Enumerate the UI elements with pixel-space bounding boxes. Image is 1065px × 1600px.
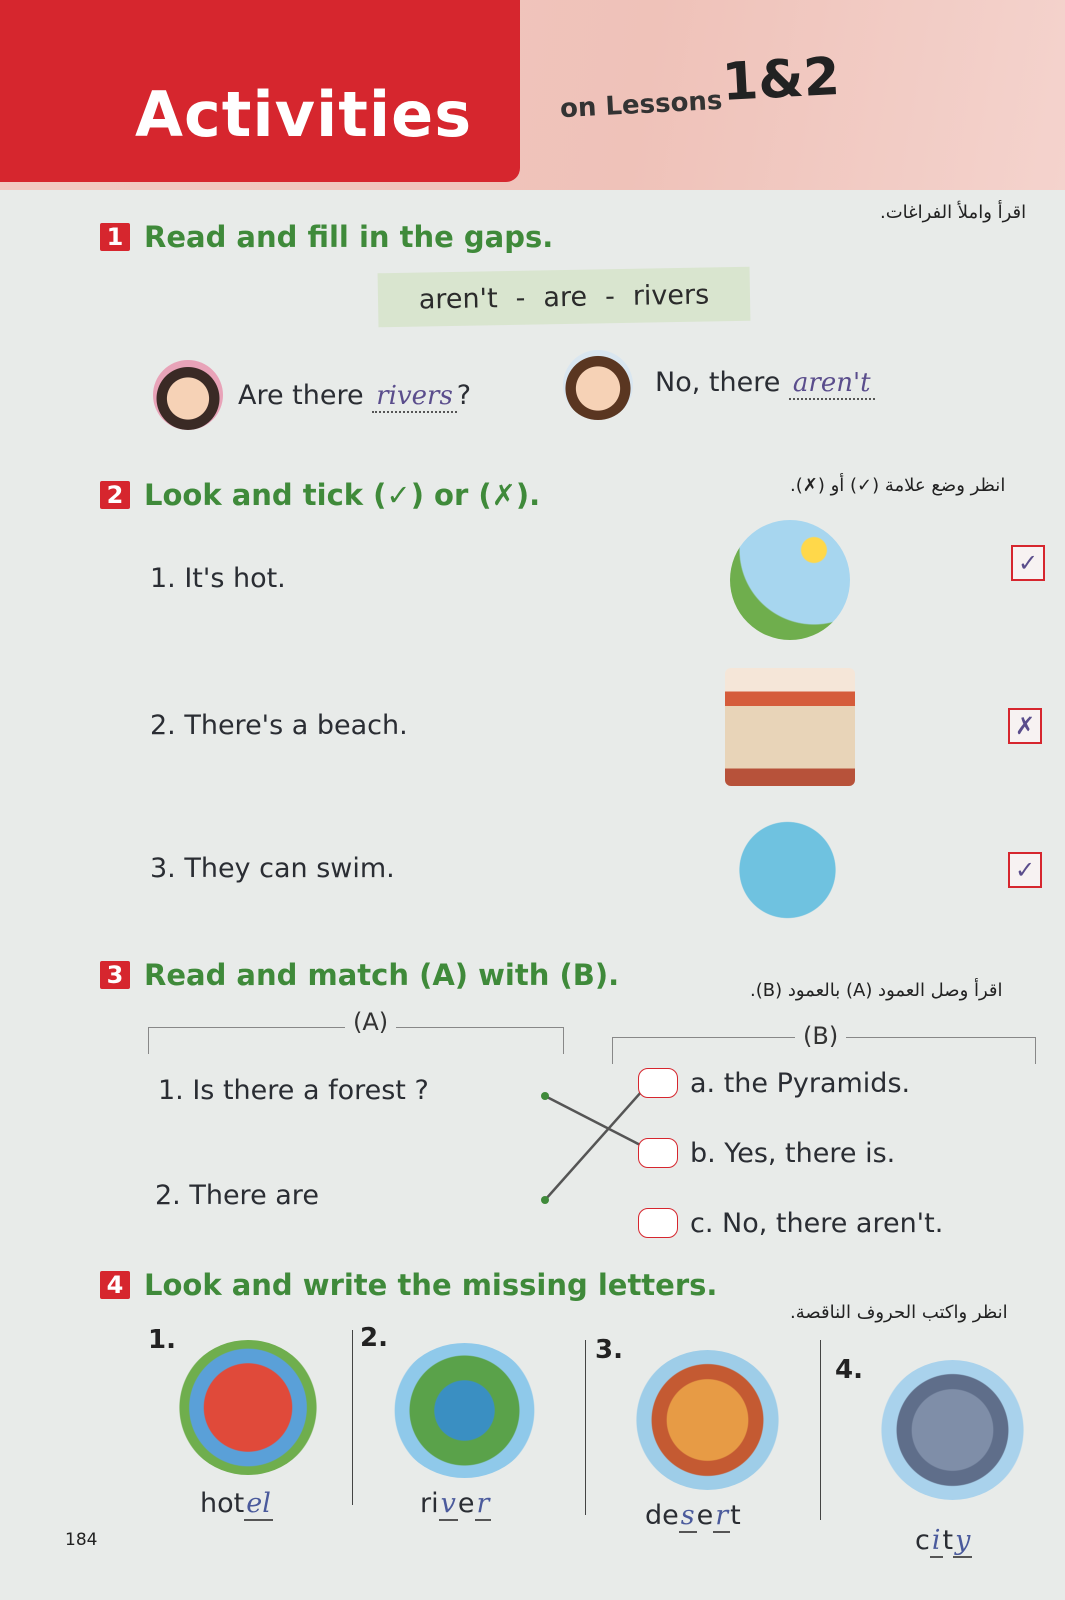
column-b-header: (B) [795,1022,846,1050]
answer-text: No, there [655,367,781,398]
river-image [392,1343,537,1478]
question-text: Are there [238,380,364,411]
word-bank-sep: - [515,282,526,314]
match-b-2: b. Yes, there is. [690,1138,896,1169]
section4-heading [100,1268,717,1302]
write-item-1-word: hotel [200,1488,271,1519]
section4-number: 4 [100,1271,130,1299]
column-divider [820,1340,821,1520]
word-bank-item: aren't [418,282,498,316]
missing-letters-3b[interactable]: r [715,1500,729,1531]
city-image [880,1360,1025,1500]
write-item-2-word: river [420,1488,490,1519]
desert-image [635,1350,780,1490]
section2-arabic: انظر وضع علامة (✓) أو (✗). [790,475,1006,496]
question-mark: ? [456,380,472,411]
section2-number: 2 [100,481,130,509]
section1-number: 1 [100,223,130,251]
word-bank-sep: - [604,280,616,312]
tick-box-2[interactable]: ✗ [1008,708,1042,744]
section3-arabic: اقرأ وصل العمود (A) بالعمود (B). [750,980,1003,1001]
missing-letters-4b[interactable]: y [955,1525,971,1556]
question-answer-field[interactable]: rivers [372,381,457,413]
section3-number: 3 [100,961,130,989]
word-bank-item: rivers [632,278,710,312]
section1-title: Read and fill in the gaps. [144,220,554,254]
match-a-1: 1. Is there a forest ? [158,1075,429,1106]
hotel-image [178,1340,318,1475]
match-dot-2 [541,1196,549,1204]
column-divider [352,1330,353,1505]
write-item-3-number: 3. [595,1335,623,1365]
page-title: Activities [135,78,473,151]
section4-title: Look and write the missing letters. [144,1268,718,1302]
section4-arabic: انظر واكتب الحروف الناقصة. [790,1302,1008,1323]
match-b-box-b[interactable] [638,1138,678,1168]
tick-box-3[interactable]: ✓ [1008,852,1042,888]
missing-letters-2a[interactable]: v [440,1488,456,1519]
missing-letters-1[interactable]: el [246,1488,271,1519]
match-a-2: 2. There are [155,1180,319,1211]
missing-letters-2b[interactable]: r [476,1488,490,1519]
page-number: 184 [65,1530,98,1550]
answer-field[interactable]: aren't [789,368,875,400]
section2-title: Look and tick (✓) or (✗). [144,478,541,512]
tick-item-1: 1. It's hot. [150,563,286,594]
tick-item-3: 3. They can swim. [150,853,395,884]
missing-letters-4a[interactable]: i [931,1525,941,1556]
column-divider [585,1340,586,1515]
page-subtitle: on Lessons [559,85,724,125]
column-a-header: (A) [345,1008,396,1036]
match-b-box-a[interactable] [638,1068,678,1098]
match-dot-1 [541,1092,549,1100]
tick-item-2: 2. There's a beach. [150,710,408,741]
write-item-1-number: 1. [148,1325,176,1355]
lesson-numbers: 1&2 [720,46,842,114]
tick-box-1[interactable]: ✓ [1011,545,1045,581]
match-b-box-c[interactable] [638,1208,678,1238]
section1-arabic: اقرأ واملأ الفراغات. [880,202,1027,223]
write-item-4-number: 4. [835,1355,863,1385]
match-b-3: c. No, there aren't. [690,1208,944,1239]
word-bank-item: are [543,281,588,313]
write-item-3-word: desert [645,1500,741,1531]
missing-letters-3a[interactable]: s [680,1500,695,1531]
section3-title: Read and match (A) with (B). [144,958,620,992]
write-item-4-word: city [915,1525,971,1556]
match-b-1: a. the Pyramids. [690,1068,911,1099]
write-item-2-number: 2. [360,1323,388,1353]
